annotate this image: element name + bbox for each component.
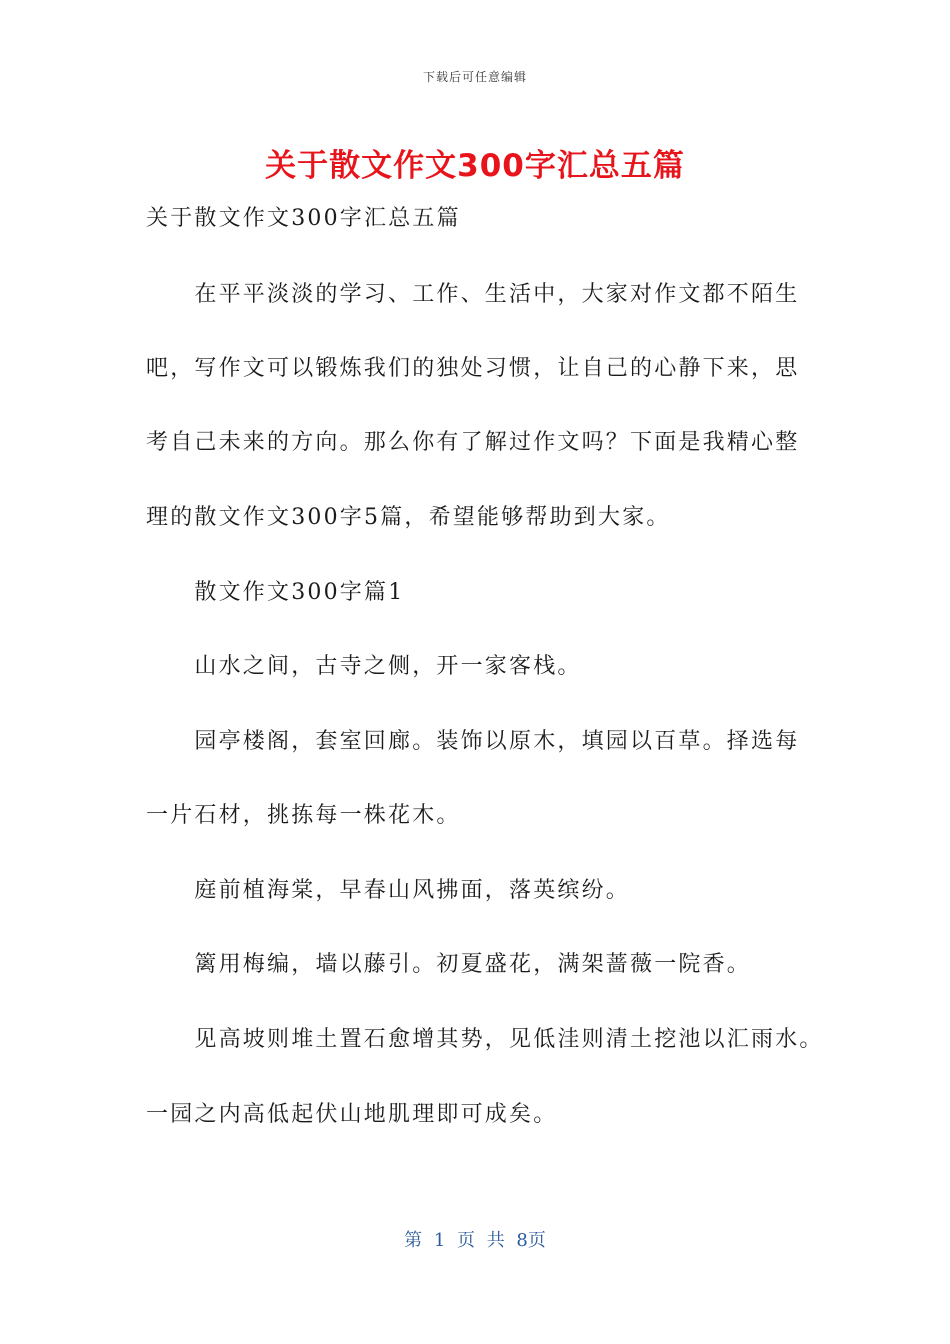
text-line: 山水之间，古寺之侧，开一家客栈。 xyxy=(146,654,582,679)
text-line: 考自己未来的方向。那么你有了解过作文吗？下面是我精心整 xyxy=(146,430,800,455)
text-line: 一园之内高低起伏山地肌理即可成矣。 xyxy=(146,1102,558,1127)
text-line: 见高坡则堆土置石愈增其势，见低洼则清土挖池以汇雨水。 xyxy=(146,1027,824,1052)
text-line: 在平平淡淡的学习、工作、生活中，大家对作文都不陌生 xyxy=(146,282,800,307)
text-line: 一片石材，挑拣每一株花木。 xyxy=(146,803,461,828)
text-line: 庭前植海棠，早春山风拂面，落英缤纷。 xyxy=(146,878,631,903)
document-title: 关于散文作文300字汇总五篇 xyxy=(265,148,685,184)
text-line-subtitle: 关于散文作文300字汇总五篇 xyxy=(146,206,461,231)
text-line: 园亭楼阁，套室回廊。装饰以原木，填园以百草。择选每 xyxy=(146,729,800,754)
section-heading: 散文作文300字篇1 xyxy=(146,580,405,605)
text-line: 理的散文作文300字5篇，希望能够帮助到大家。 xyxy=(146,505,671,530)
text-line: 吧，写作文可以锻炼我们的独处习惯，让自己的心静下来，思 xyxy=(146,356,800,381)
page-footer: 第 1 页 共 8页 xyxy=(404,1230,546,1251)
header-note: 下载后可任意编辑 xyxy=(422,70,527,84)
text-line: 篱用梅编，墙以藤引。初夏盛花，满架蔷薇一院香。 xyxy=(146,952,752,977)
